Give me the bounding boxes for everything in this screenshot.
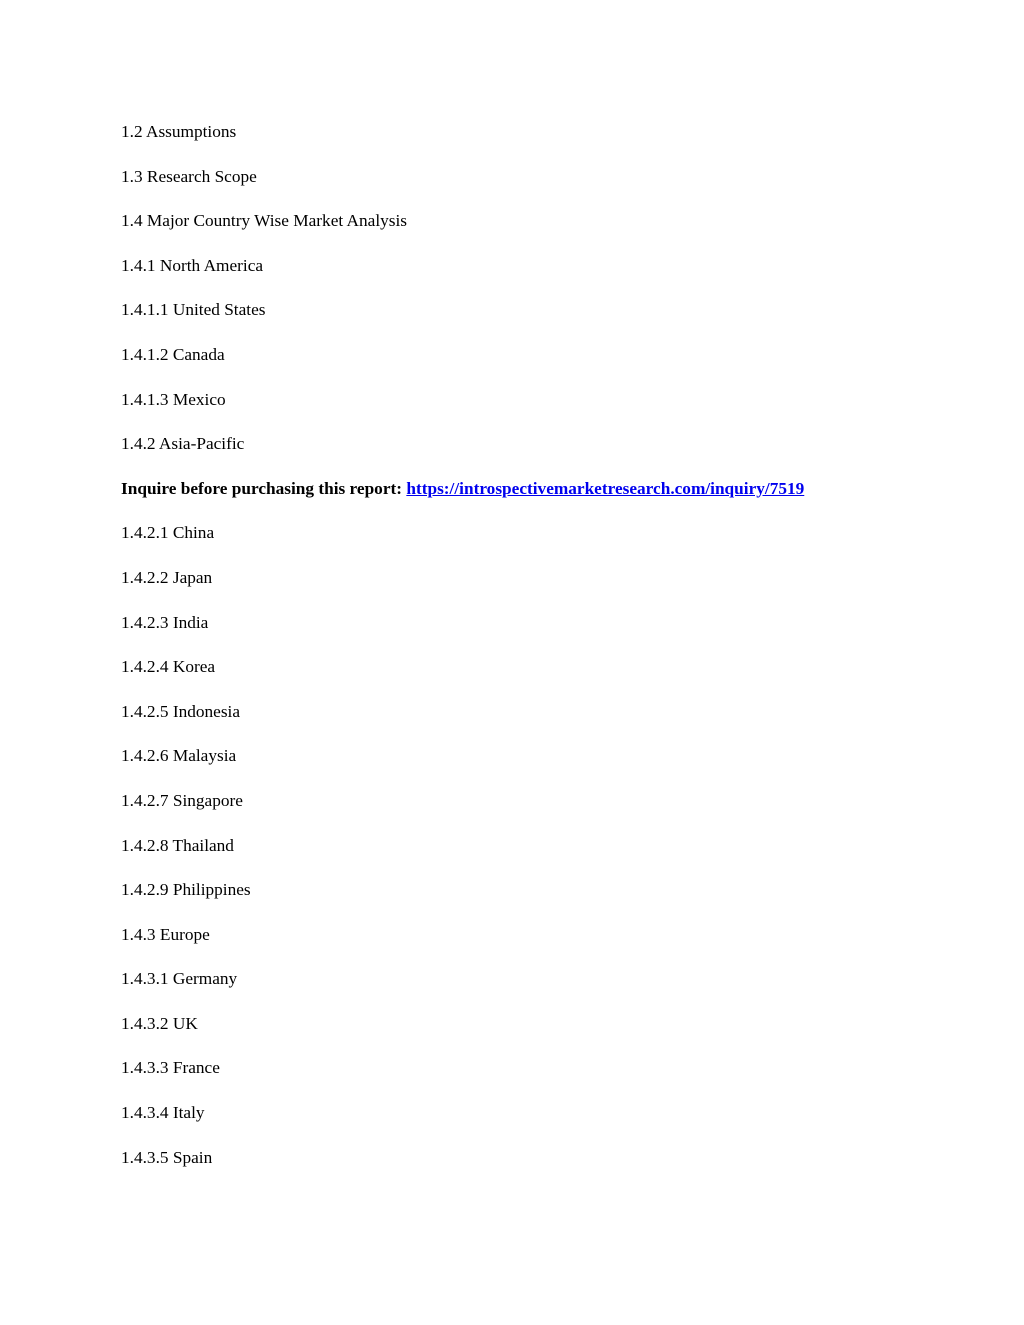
toc-entry: 1.4.2.5 Indonesia [121, 701, 241, 721]
toc-entry: 1.4.1.3 Mexico [121, 389, 226, 409]
toc-entry: 1.4.2.1 China [121, 523, 215, 543]
toc-entry: 1.4 Major Country Wise Market Analysis [121, 211, 408, 231]
toc-entry: 1.4.3.5 Spain [121, 1147, 213, 1167]
toc-entry: 1.4.3.3 France [121, 1058, 220, 1078]
toc-entry: 1.2 Assumptions [121, 122, 237, 141]
inquiry-label: Inquire before purchasing this report: [121, 478, 403, 498]
toc-entry: 1.4.2.7 Singapore [121, 790, 243, 810]
toc-entry: 1.4.1 North America [121, 255, 264, 275]
toc-entry: 1.4.1.2 Canada [121, 344, 225, 364]
inquiry-line [121, 476, 921, 521]
toc-entry: 1.4.3.2 UK [121, 1013, 198, 1033]
toc-entry: 1.4.2.8 Thailand [121, 835, 234, 855]
toc-entry: 1.4.2.3 India [121, 612, 209, 632]
toc-entry: 1.4.2.6 Malaysia [121, 746, 237, 766]
toc-entry: 1.4.1.1 United States [121, 300, 266, 320]
toc-entry: 1.4.2.2 Japan [121, 567, 213, 587]
inquiry-link[interactable]: https://introspectivemarketresearch.com/inquiry/7519 [406, 478, 805, 498]
toc-entry: 1.4.3 Europe [121, 924, 210, 944]
toc-entry: 1.4.3.1 Germany [121, 969, 238, 989]
toc-entry: 1.4.2 Asia-Pacific [121, 434, 245, 454]
document-page [121, 119, 921, 1189]
toc-entry: 1.4.2.4 Korea [121, 657, 216, 677]
toc-entry: 1.4.2.9 Philippines [121, 880, 251, 900]
toc-entry: 1.3 Research Scope [121, 166, 257, 186]
toc-entry: 1.4.3.4 Italy [121, 1103, 205, 1123]
